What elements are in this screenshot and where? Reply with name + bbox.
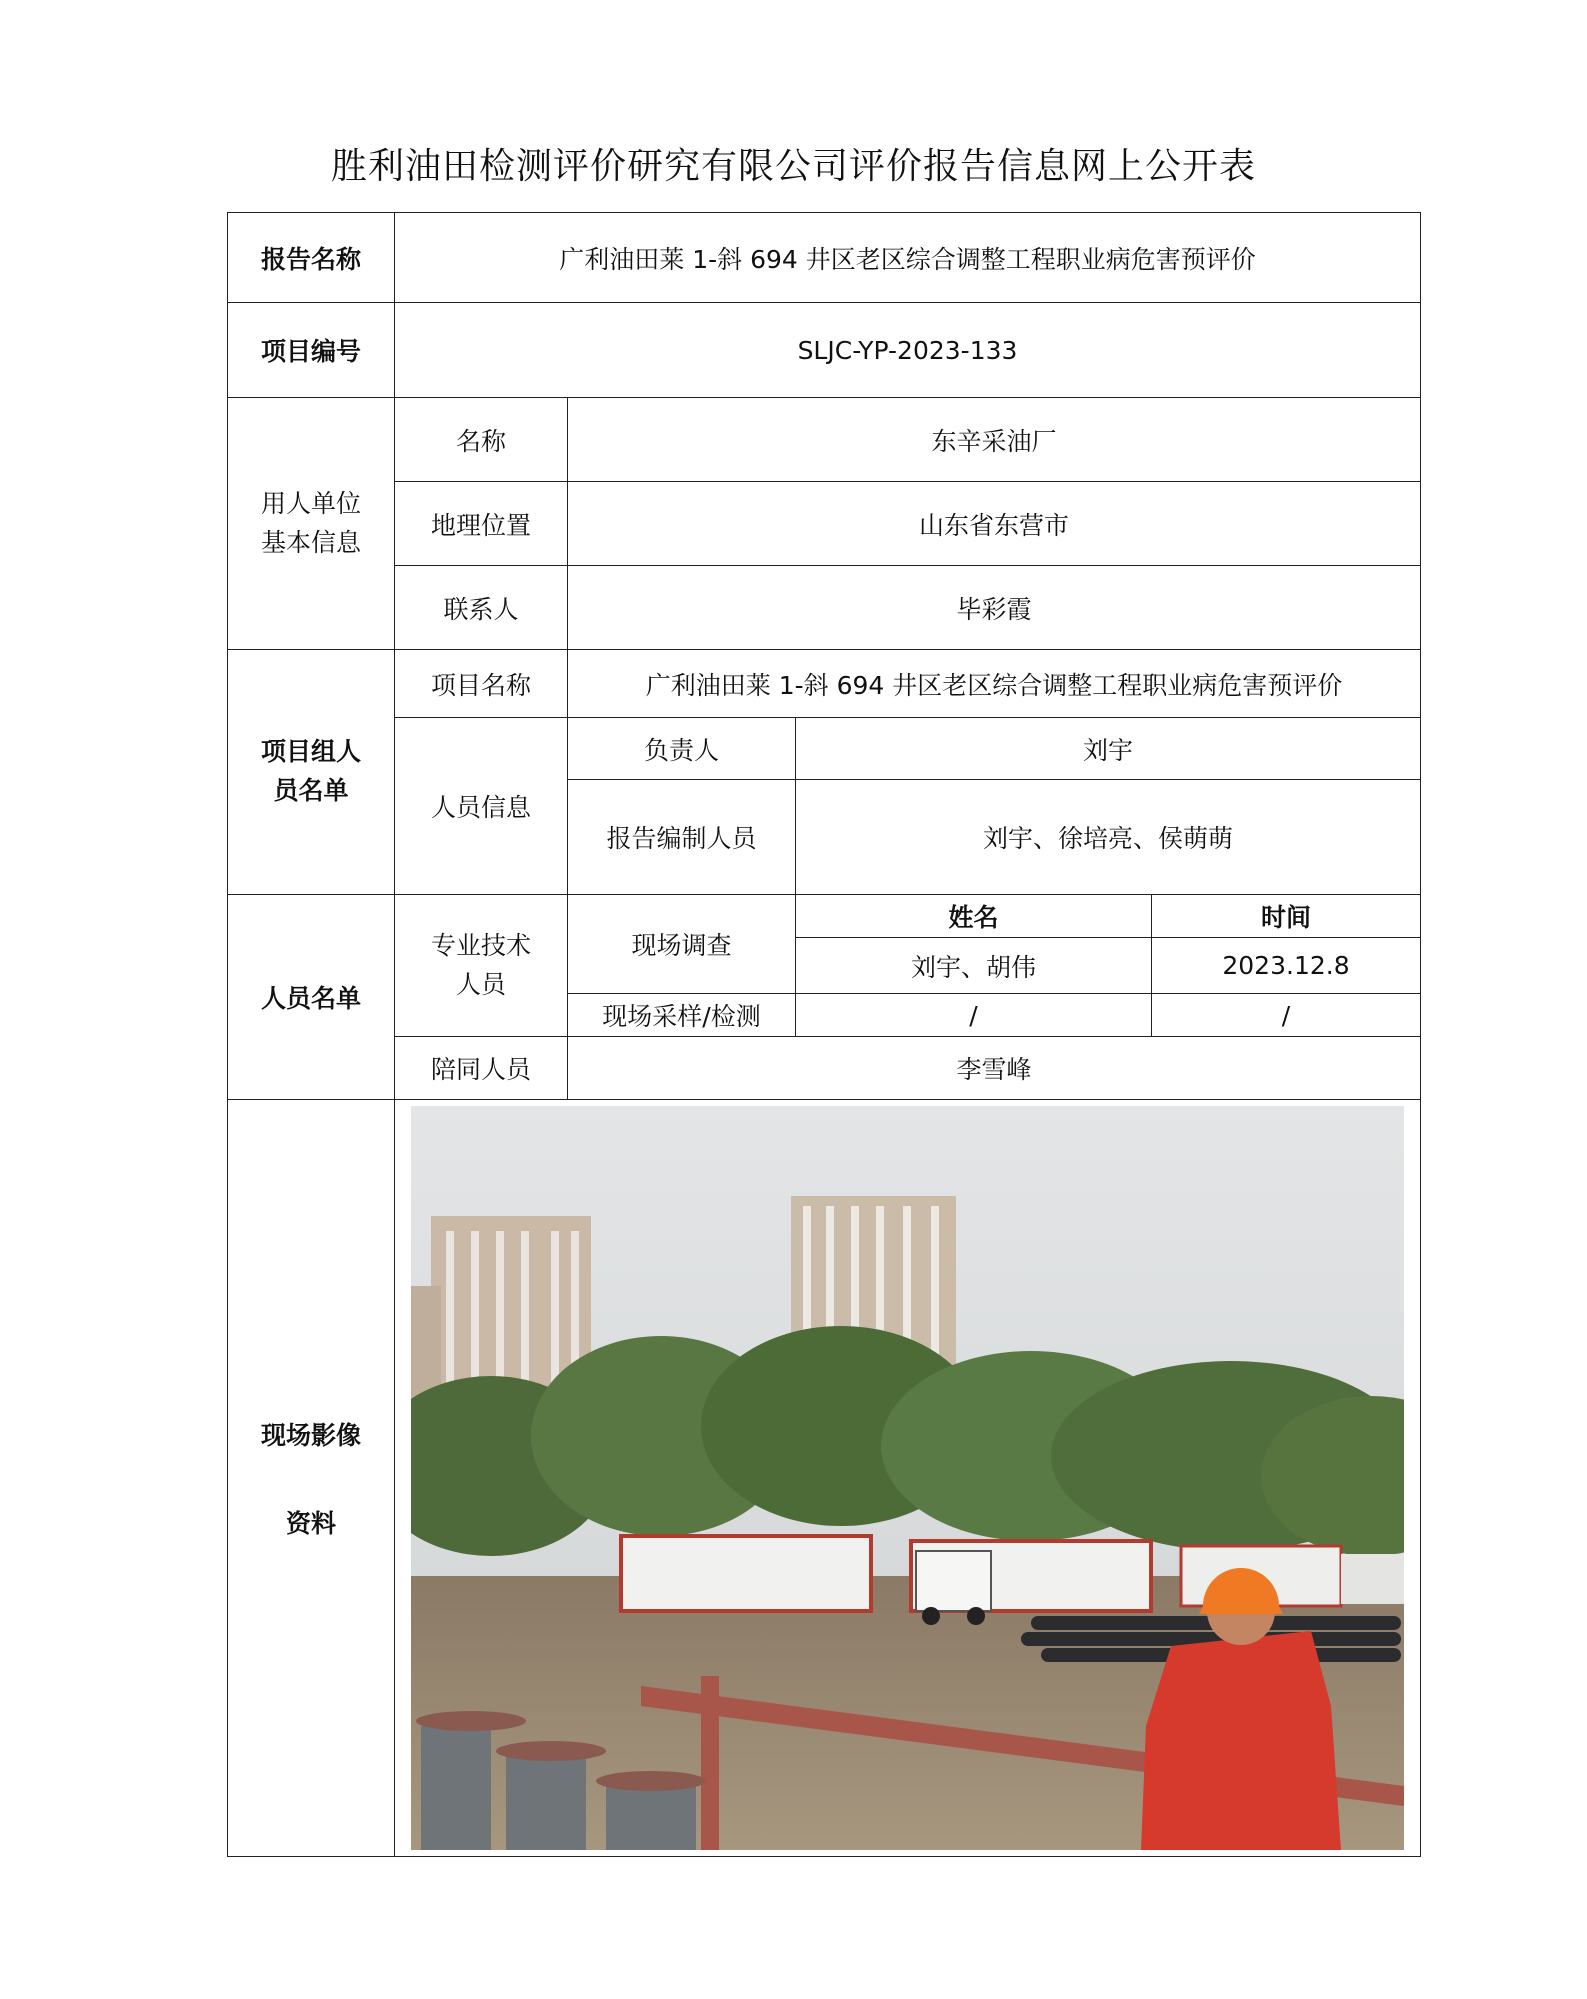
personnel-sampling-label: 现场采样/检测 <box>568 994 796 1037</box>
site-containers <box>621 1536 1404 1611</box>
personnel-survey-label: 现场调查 <box>568 895 796 994</box>
site-photo-illustration <box>411 1106 1404 1850</box>
media-label-1: 现场影像 <box>260 1421 361 1450</box>
personnel-col-time: 时间 <box>1152 895 1421 938</box>
row-project-code <box>228 303 1421 398</box>
site-photo <box>411 1106 1404 1850</box>
row-team-leader <box>228 718 1421 780</box>
personnel-accompany-value: 李雪峰 <box>568 1037 1421 1100</box>
team-writers-label: 报告编制人员 <box>568 780 796 895</box>
row-employer-name <box>228 398 1421 482</box>
employer-name-label: 名称 <box>395 398 568 482</box>
personnel-sampling-time: / <box>1152 994 1421 1037</box>
personnel-accompany-label: 陪同人员 <box>395 1037 568 1100</box>
page-title: 胜利油田检测评价研究有限公司评价报告信息网上公开表 <box>330 146 1256 187</box>
row-report-name <box>228 213 1421 303</box>
team-section-label <box>228 650 395 895</box>
report-name-label: 报告名称 <box>228 213 395 303</box>
row-site-photo <box>228 1100 1421 1857</box>
personnel-sampling-names: / <box>796 994 1152 1037</box>
employer-section-label-2: 基本信息 <box>260 527 361 557</box>
personnel-col-name: 姓名 <box>796 895 1152 938</box>
row-employer-location <box>228 482 1421 566</box>
project-code-label: 项目编号 <box>228 303 395 398</box>
row-personnel-accompany <box>228 1037 1421 1100</box>
personnel-survey-names: 刘宇、胡伟 <box>796 938 1152 994</box>
team-section-label-2: 员名单 <box>273 776 349 805</box>
employer-location-label: 地理位置 <box>395 482 568 566</box>
employer-section-label-1: 用人单位 <box>260 488 361 518</box>
team-leader-label: 负责人 <box>568 718 796 780</box>
media-label <box>228 1100 395 1857</box>
personnel-tech-label-1: 专业技术 <box>430 930 531 960</box>
employer-contact-label: 联系人 <box>395 566 568 650</box>
personnel-tech-label <box>395 895 568 1037</box>
personnel-section-label: 人员名单 <box>228 895 395 1100</box>
disclosure-table <box>227 212 1421 1857</box>
media-label-2: 资料 <box>285 1509 336 1538</box>
personnel-survey-time: 2023.12.8 <box>1152 938 1421 994</box>
personnel-tech-label-2: 人员 <box>455 969 506 999</box>
row-employer-contact <box>228 566 1421 650</box>
employer-contact-value: 毕彩霞 <box>568 566 1421 650</box>
row-personnel-header <box>228 895 1421 938</box>
photo-cell <box>395 1100 1421 1857</box>
team-section-label-1: 项目组人 <box>260 737 361 767</box>
project-code-value: SLJC-YP-2023-133 <box>395 303 1421 398</box>
employer-location-value: 山东省东营市 <box>568 482 1421 566</box>
employer-section-label <box>228 398 395 650</box>
team-writers-value: 刘宇、徐培亮、侯萌萌 <box>796 780 1421 895</box>
employer-name-value: 东辛采油厂 <box>568 398 1421 482</box>
report-name-value: 广利油田莱 1-斜 694 井区老区综合调整工程职业病危害预评价 <box>395 213 1421 303</box>
row-team-project <box>228 650 1421 718</box>
team-staff-info-label: 人员信息 <box>395 718 568 895</box>
team-project-value: 广利油田莱 1-斜 694 井区老区综合调整工程职业病危害预评价 <box>568 650 1421 718</box>
team-project-label: 项目名称 <box>395 650 568 718</box>
team-leader-value: 刘宇 <box>796 718 1421 780</box>
